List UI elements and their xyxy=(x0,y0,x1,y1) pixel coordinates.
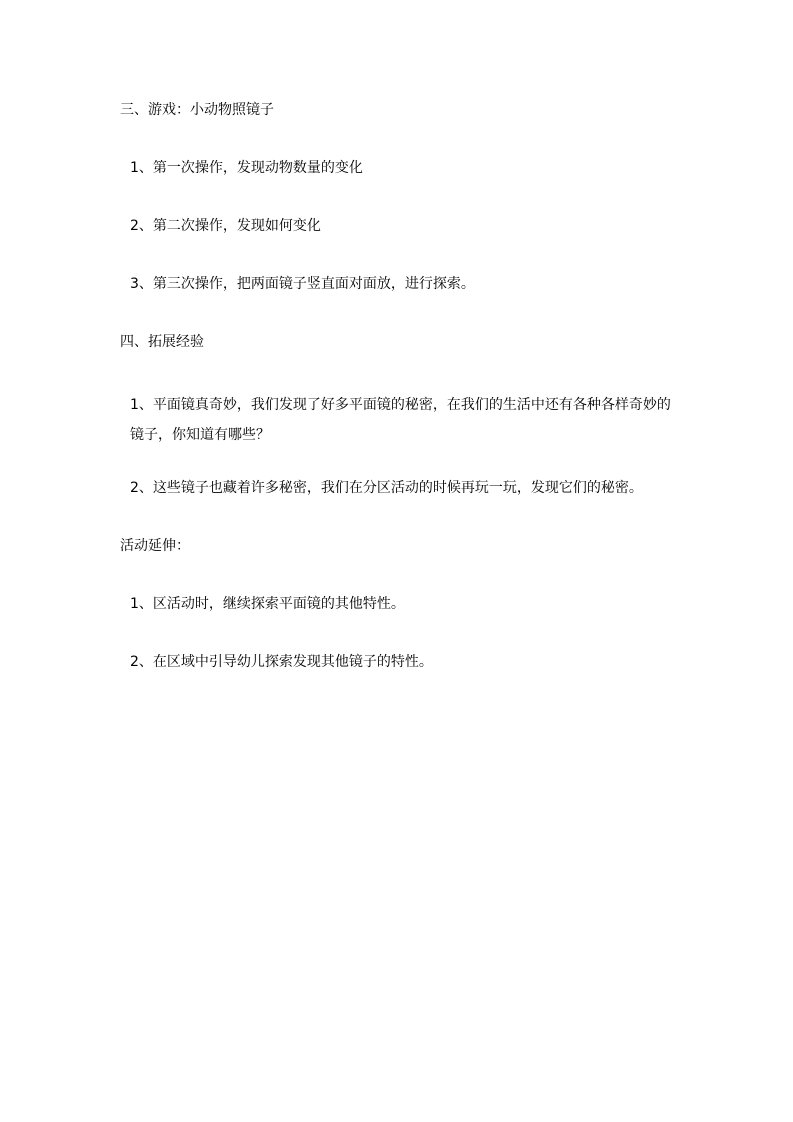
section-heading-extend-experience: 四、拓展经验 xyxy=(120,334,204,350)
list-item: 1、平面镜真奇妙，我们发现了好多平面镜的秘密，在我们的生活中还有各种各样奇妙的镜子，你知道有哪些？ xyxy=(130,397,671,443)
list-item: 2、在区域中引导幼儿探索发现其他镜子的特性。 xyxy=(130,654,433,670)
section-heading-game: 三、游戏：小动物照镜子 xyxy=(120,102,274,118)
list-item: 2、这些镜子也藏着许多秘密，我们在分区活动的时候再玩一玩，发现它们的秘密。 xyxy=(130,480,643,496)
list-item: 2、第二次操作，发现如何变化 xyxy=(130,218,321,234)
document-body xyxy=(120,100,680,672)
list-item: 3、第三次操作，把两面镜子竖直面对面放，进行探索。 xyxy=(130,276,475,292)
list-item: 1、第一次操作，发现动物数量的变化 xyxy=(130,160,363,176)
list-item: 1、区活动时，继续探索平面镜的其他特性。 xyxy=(130,596,405,612)
section-heading-activity-extension: 活动延伸： xyxy=(120,538,190,554)
